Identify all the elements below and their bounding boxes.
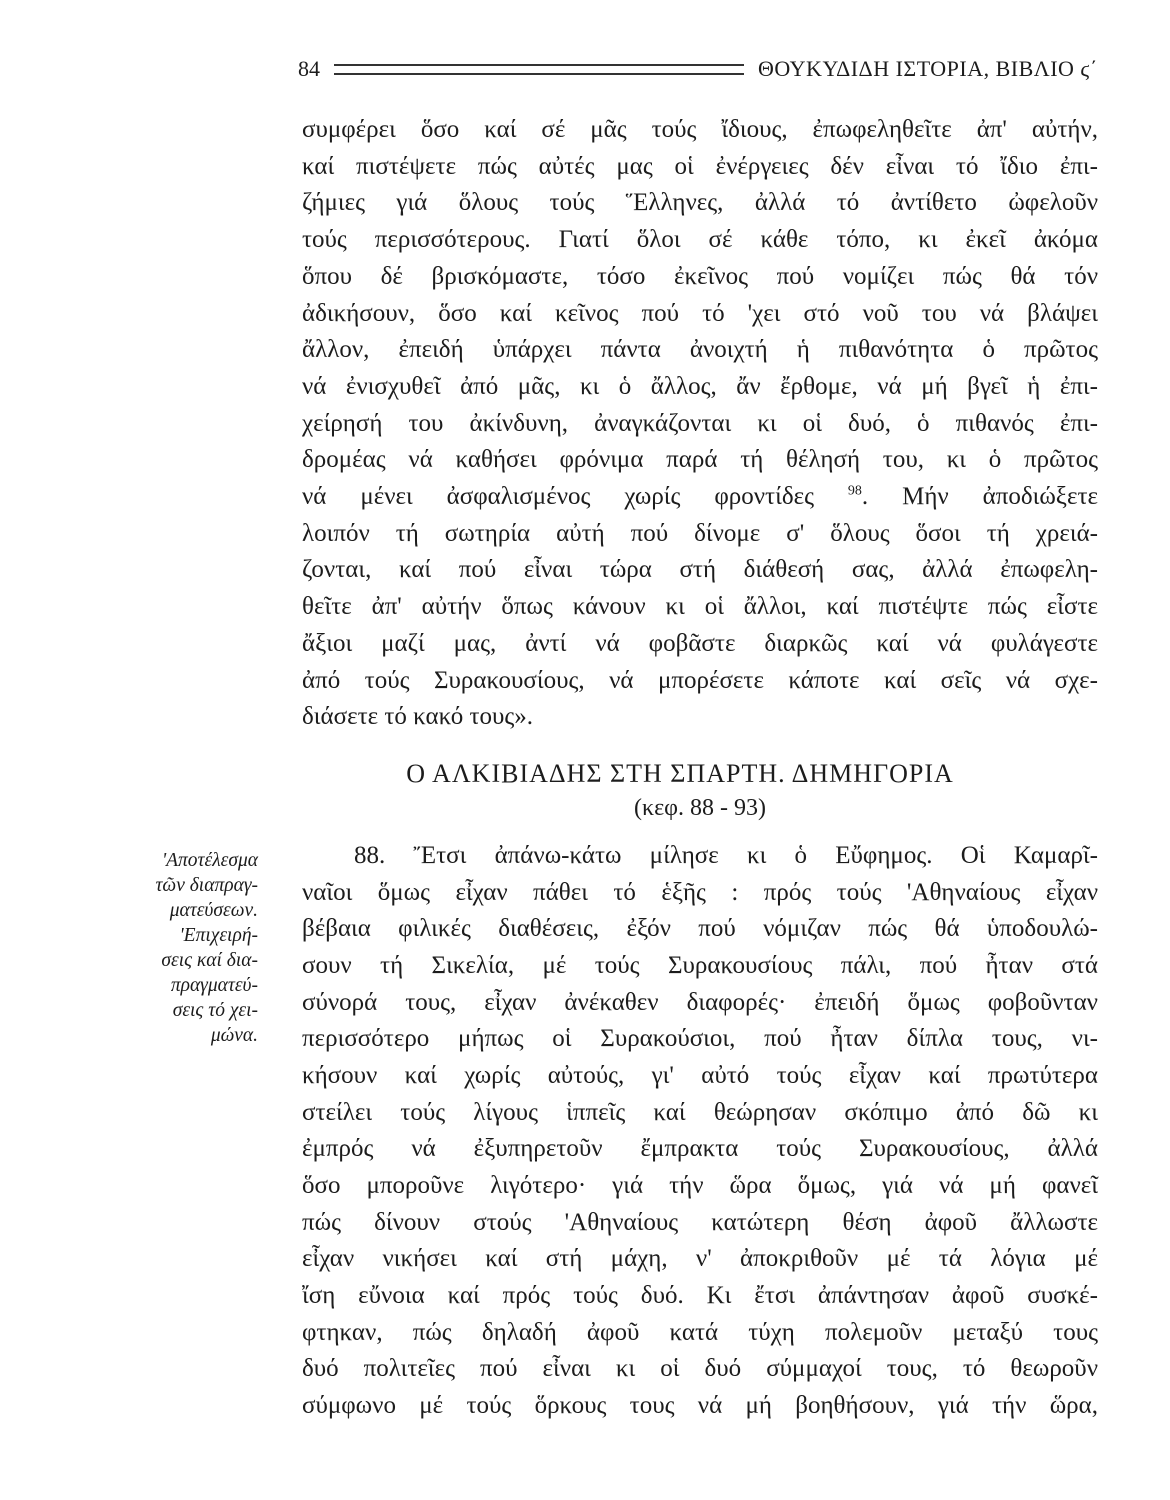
text-line: δυό πολιτεῖες πού εἶναι κι οἱ δυό σύμμαχοί τους, τό θεωροῦν — [302, 1355, 1098, 1383]
text-line: χείρησή του ἀκίνδυνη, ἀναγκάζονται κι οἱ δυό, ὁ πιθανός ἐπι- — [302, 409, 1098, 437]
margin-note-line: 'Επιχειρή- — [179, 925, 258, 946]
margin-note — [102, 848, 258, 1048]
margin-note-line: μώνα. — [210, 1025, 258, 1046]
margin-note-line: πραγματεύ- — [170, 975, 258, 996]
text-line: ἄξιοι μαζί μας, ἀντί νά φοβᾶστε διαρκῶς καί νά φυλάγεστε — [302, 629, 1098, 657]
text-line: ζονται, καί πού εἶναι τώρα στή διάθεσή σας, ἀλλά ἐπωφελη- — [302, 556, 1098, 584]
text-line: θεῖτε ἀπ' αὐτήν ὅπως κάνουν κι οἱ ἄλλοι, καί πιστέψτε πώς εἶστε — [302, 593, 1098, 621]
text-line: καί πιστέψετε πώς αὐτές μας οἱ ἐνέργειες δέν εἶναι τό ἴδιο ἐπι- — [302, 152, 1098, 180]
text-line: ὅσο μποροῦνε λιγότερο· γιά τήν ὥρα ὅμως, γιά νά μή φανεῖ — [302, 1171, 1098, 1199]
text-line: βέβαια φιλικές διαθέσεις, ἐξόν πού νόμιζαν πώς θά ὑποδουλώ- — [302, 915, 1098, 943]
section-heading: Ο ΑΛΚΙΒΙΑΔΗΣ ΣΤΗ ΣΠΑΡΤΗ. ΔΗΜΗΓΟΡΙΑ — [406, 759, 954, 788]
running-header — [298, 52, 1098, 86]
text-line: σύνορά τους, εἶχαν ἀνέκαθεν διαφορές· ἐπειδή ὅμως φοβοῦνταν — [302, 988, 1098, 1016]
text-line: εἶχαν νικήσει καί στή μάχη, ν' ἀποκριθοῦν μέ τά λόγια μέ — [302, 1245, 1098, 1273]
margin-note-line: ματεύσεων. — [169, 900, 258, 921]
text-line: ἀπό τούς Συρακουσίους, νά μπορέσετε κάποτε καί σεῖς νά σχε- — [302, 666, 1098, 694]
text-line: 88. Ἔτσι ἀπάνω-κάτω μίλησε κι ὁ Εὔφημος. Οἱ Καμαρῖ- — [354, 842, 1098, 869]
text-line: ναῖοι ὅμως εἶχαν πάθει τό ἑξῆς : πρός τούς 'Αθηναίους εἶχαν — [302, 878, 1098, 906]
text-line: ζήμιες γιά ὅλους τούς Ἕλληνες, ἀλλά τό ἀντίθετο ὠφελοῦν — [302, 189, 1098, 217]
footnote-reference: 98 — [847, 483, 862, 499]
text-line: νά ἐνισχυθεῖ ἀπό μᾶς, κι ὁ ἄλλος, ἄν ἔρθομε, νά μή βγεῖ ἡ ἐπι- — [302, 372, 1098, 400]
text-line: πώς δίνουν στούς 'Αθηναίους κατώτερη θέση ἀφοῦ ἄλλωστε — [302, 1208, 1098, 1236]
text-line: σύμφωνο μέ τούς ὅρκους τους νά μή βοηθήσουν, γιά τήν ὥρα, — [302, 1391, 1098, 1419]
text-fragment: νά μένει ἀσφαλισμένος χωρίς φροντίδες — [302, 483, 814, 511]
text-line: στείλει τούς λίγους ἱππεῖς καί θεώρησαν σκόπιμο ἀπό δῶ κι — [302, 1098, 1098, 1126]
header-double-rule — [334, 64, 744, 75]
page-number: 84 — [298, 56, 320, 81]
text-line-with-footnote — [302, 479, 1098, 516]
text-line: λοιπόν τή σωτηρία αὐτή πού δίνομε σ' ὅλους ὅσοι τή χρειά- — [302, 519, 1098, 547]
paragraph-continuation — [302, 112, 1098, 736]
text-line: σουν τή Σικελία, μέ τούς Συρακουσίους πάλι, πού ἦταν στά — [302, 951, 1098, 979]
margin-note-line: σεις τό χει- — [172, 1000, 258, 1021]
text-line: διάσετε τό κακό τους». — [302, 703, 534, 731]
text-line: ἐμπρός νά ἐξυπηρετοῦν ἔμπρακτα τούς Συρακουσίους, ἀλλά — [302, 1135, 1098, 1163]
text-line: ὅπου δέ βρισκόμαστε, τόσο ἐκεῖνος πού νομίζει πώς θά τόν — [302, 262, 1098, 290]
text-line: συμφέρει ὅσο καί σέ μᾶς τούς ἴδιους, ἐπωφεληθεῖτε ἀπ' αὐτήν, — [302, 116, 1098, 143]
text-line: κήσουν καί χωρίς αὐτούς, γι' αὐτό τούς εἶχαν καί πρωτύτερα — [302, 1061, 1098, 1089]
running-title: ΘΟΥΚΥΔΙΔΗ ΙΣΤΟΡΙΑ, ΒΙΒΛΙΟ ϛ΄ — [757, 56, 1098, 81]
text-line: ἴση εὔνοια καί πρός τούς δυό. Κι ἔτσι ἀπάντησαν ἀφοῦ συσκέ- — [302, 1281, 1098, 1309]
text-line: φτηκαν, πώς δηλαδή ἀφοῦ κατά τύχη πολεμοῦν μεταξύ τους — [302, 1318, 1098, 1346]
margin-note-line: 'Αποτέλεσμα — [161, 850, 258, 871]
section-chapters: (κεφ. 88 - 93) — [634, 795, 766, 821]
text-line: ἀδικήσουν, ὅσο καί κεῖνος πού τό 'χει στό νοῦ του νά βλάψει — [302, 299, 1098, 327]
margin-note-line: τῶν διαπραγ- — [155, 875, 258, 896]
margin-note-line: σεις καί δια- — [161, 950, 258, 971]
text-line: δρομέας νά καθήσει φρόνιμα παρά τή θέλησή του, κι ὁ πρῶτος — [302, 446, 1098, 474]
paragraph-88 — [302, 838, 1098, 1425]
text-line: τούς περισσότερους. Γιατί ὅλοι σέ κάθε τόπο, κι ἐκεῖ ἀκόμα — [302, 226, 1098, 254]
text-fragment: . Μήν ἀποδιώξετε — [861, 483, 1098, 511]
text-line: περισσότερο μήπως οἱ Συρακούσιοι, πού ἦταν δίπλα τους, νι- — [302, 1025, 1098, 1053]
text-line: ἄλλον, ἐπειδή ὑπάρχει πάντα ἀνοιχτή ἡ πιθανότητα ὁ πρῶτος — [302, 336, 1098, 364]
